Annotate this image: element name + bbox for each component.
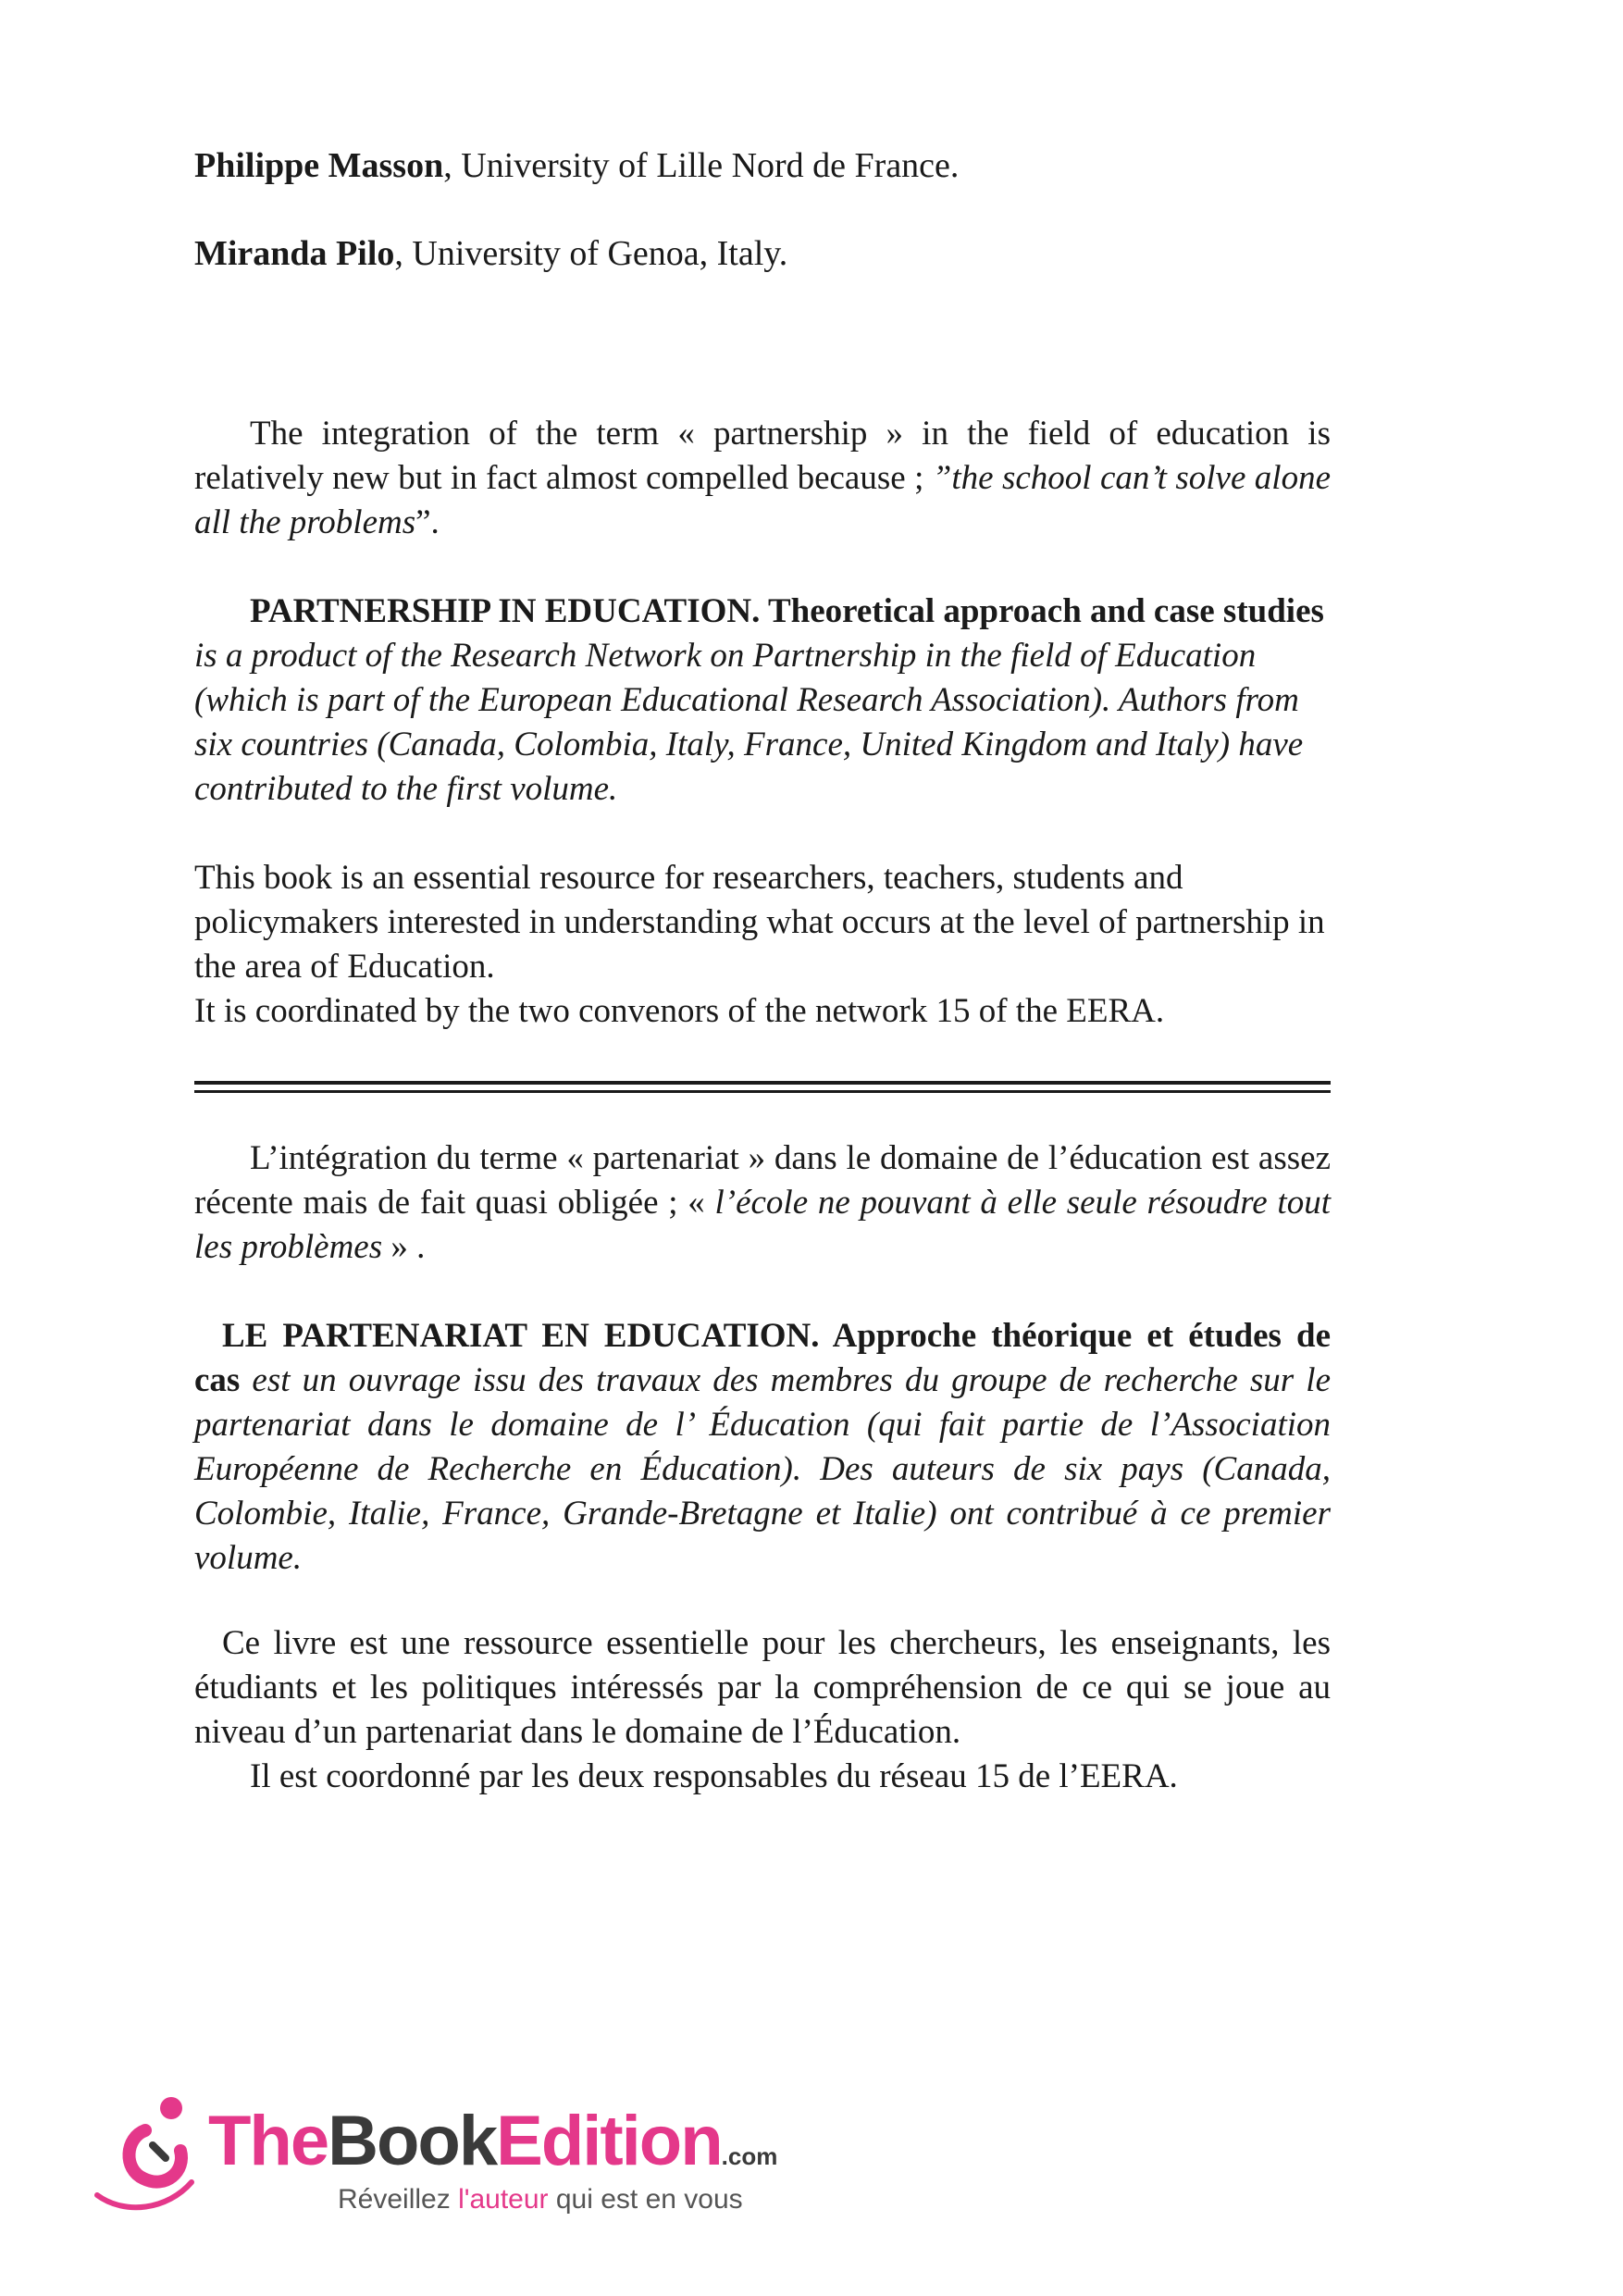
fr-resource bbox=[194, 1621, 1331, 1799]
brand-tagline bbox=[338, 2184, 743, 2215]
tagline-part: qui est en vous bbox=[548, 2184, 743, 2215]
author-block bbox=[194, 143, 1331, 188]
divider-top bbox=[194, 1081, 1331, 1085]
author-line bbox=[194, 143, 1331, 188]
en-intro-end: ”. bbox=[415, 503, 440, 541]
fr-description-text: est un ouvrage issu des travaux des membres du groupe de recherche sur le partenariat dans le domaine de l’ Éducation (qui fait partie de l’Association Européenne de Recherche en Éducation). Des auteurs de six pays (Canada, Colombie, Italie, France, Grande-Bretagne et Italie) ont contribué à ce premier volume. bbox=[194, 1361, 1331, 1577]
en-coordinated-line: It is coordinated by the two convenors of the network 15 of the EERA. bbox=[194, 992, 1165, 1030]
fr-description bbox=[194, 1314, 1331, 1581]
fr-intro bbox=[194, 1136, 1331, 1270]
brand-name bbox=[208, 2104, 777, 2193]
brand-book: Book bbox=[328, 2102, 497, 2180]
fr-book-title: LE PARTENARIAT EN EDUCATION. Approche théorique et études de cas bbox=[194, 1317, 1331, 1399]
fr-intro-end: » . bbox=[382, 1228, 426, 1266]
en-resource-paragraph: This book is an essential resource for researchers, teachers, students and policymakers interested in understanding what occurs at the level of partnership in the area of Education. bbox=[194, 859, 1325, 986]
en-intro-quote: ”the school can’t solve alone all the problems bbox=[194, 459, 1331, 541]
thebookedition-logo bbox=[88, 2093, 828, 2223]
tagline-highlight: l'auteur bbox=[458, 2184, 549, 2215]
fr-description-paragraph bbox=[194, 1314, 1331, 1581]
author-affiliation: , University of Genoa, Italy. bbox=[394, 234, 788, 273]
en-intro bbox=[194, 412, 1331, 545]
writer-figure-icon bbox=[88, 2093, 208, 2223]
en-description-paragraph bbox=[194, 590, 1331, 812]
en-description bbox=[194, 590, 1331, 812]
en-intro-paragraph bbox=[194, 412, 1331, 545]
fr-intro-text: L’intégration du terme « partenariat » dans le domaine de l’éducation est assez récente mais de fait quasi obligée ; « bbox=[194, 1139, 1331, 1222]
author-affiliation: , University of Lille Nord de France. bbox=[443, 146, 960, 185]
brand-the: The bbox=[208, 2102, 328, 2180]
fr-intro-paragraph bbox=[194, 1136, 1331, 1270]
brand-edition: Edition bbox=[496, 2102, 722, 2180]
fr-intro-quote: l’école ne pouvant à elle seule résoudre tout les problèmes bbox=[194, 1184, 1331, 1266]
divider-bottom bbox=[194, 1090, 1331, 1093]
fr-coordinated-line: Il est coordonné par les deux responsables du réseau 15 de l’EERA. bbox=[250, 1757, 1178, 1795]
fr-resource-paragraph: Ce livre est une ressource essentielle pour les chercheurs, les enseignants, les étudiants et les politiques intéressés par la compréhension de ce qui se joue au niveau d’un partenariat dans le domaine de l’Éducation. bbox=[194, 1624, 1331, 1751]
author-line bbox=[194, 231, 1331, 276]
author-block bbox=[194, 231, 1331, 276]
en-book-title: PARTNERSHIP IN EDUCATION. Theoretical approach and case studies bbox=[250, 592, 1324, 630]
en-intro-text: The integration of the term « partnership » in the field of education is relatively new but in fact almost compelled because ; bbox=[194, 415, 1331, 497]
author-name: Miranda Pilo bbox=[194, 234, 395, 273]
brand-com: .com bbox=[721, 2142, 778, 2170]
author-name: Philippe Masson bbox=[194, 146, 444, 185]
en-resource bbox=[194, 856, 1331, 1034]
en-description-text: is a product of the Research Network on Partnership in the field of Education (which is part of the European Educational Research Association). Authors from six countries (Canada, Colombia, Italy, France, United Kingdom and Italy) have contributed to the first volume. bbox=[194, 637, 1304, 808]
tagline-part: Réveillez bbox=[338, 2184, 459, 2215]
